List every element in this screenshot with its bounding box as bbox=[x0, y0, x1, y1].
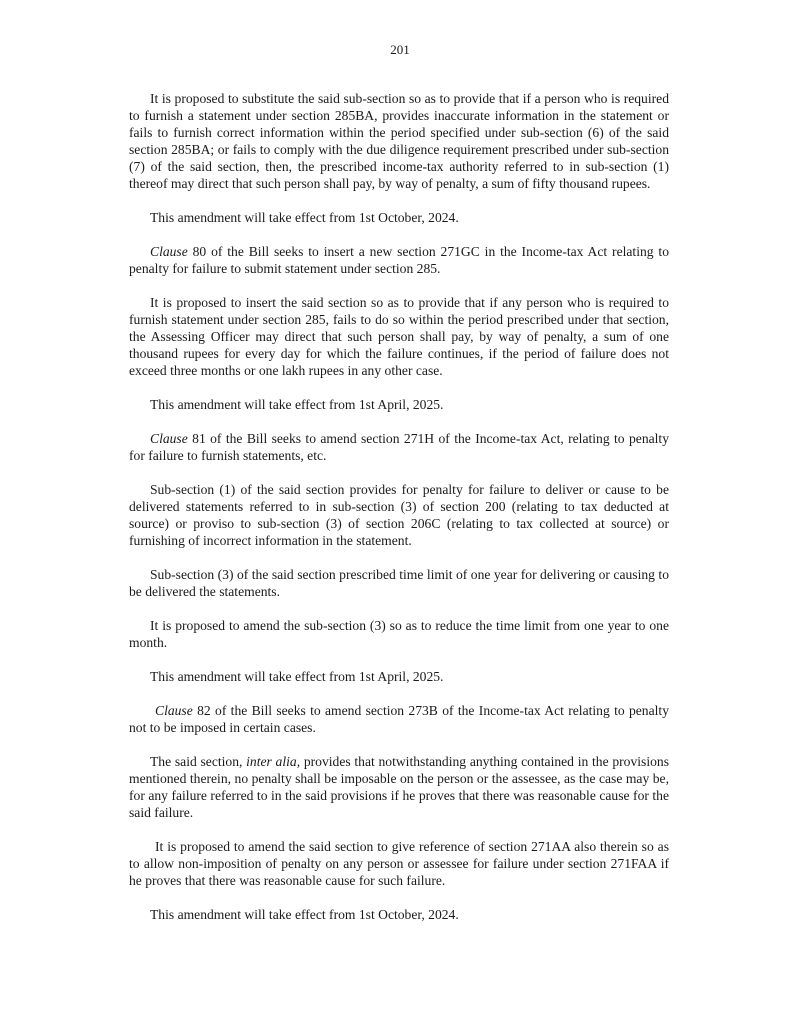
paragraph-p12 bbox=[129, 753, 669, 821]
italic-run: Clause bbox=[150, 431, 188, 446]
text-run: It is proposed to insert the said section so as to provide that if any person who is required to furnish statement under section 285, fails to do so within the period prescribed under that section, the Assessing Officer may direct that such person shall pay, by way of penalty, a sum of one thousand rupees for every day for which the failure continues, if the period of failure does not exceed three months or one lakh rupees in any other case. bbox=[129, 295, 669, 378]
document-body bbox=[129, 90, 669, 940]
paragraph-p2 bbox=[129, 209, 669, 226]
paragraph-p4 bbox=[129, 294, 669, 379]
page-number: 201 bbox=[390, 42, 410, 57]
paragraph-p14 bbox=[129, 906, 669, 923]
text-run: It is proposed to amend the said section to give reference of section 271AA also therein so as to allow non-imposition of penalty on any person or assessee for failure under section 271FAA if he proves that there was reasonable cause for such failure. bbox=[129, 839, 669, 888]
text-run: The said section, bbox=[150, 754, 247, 769]
text-run: 81 of the Bill seeks to amend section 271H of the Income-tax Act, relating to penalty for failure to furnish statements, etc. bbox=[129, 431, 669, 463]
paragraph-p10 bbox=[129, 668, 669, 685]
text-run: 80 of the Bill seeks to insert a new section 271GC in the Income-tax Act relating to penalty for failure to submit statement under section 285. bbox=[129, 244, 669, 276]
text-run: provides that notwithstanding anything contained in the provisions mentioned therein, no penalty shall be imposable on the person or the assessee, as the case may be, for any failure referred to in the said provisions if he proves that there was reasonable cause for the said failure. bbox=[129, 754, 669, 820]
paragraph-p1 bbox=[129, 90, 669, 192]
italic-run: Clause bbox=[155, 703, 193, 718]
text-run: Sub-section (3) of the said section prescribed time limit of one year for delivering or causing to be delivered the statements. bbox=[129, 567, 669, 599]
paragraph-p8 bbox=[129, 566, 669, 600]
paragraph-p9 bbox=[129, 617, 669, 651]
paragraph-p11 bbox=[129, 702, 669, 736]
italic-run: inter alia, bbox=[246, 754, 301, 769]
text-run: Sub-section (1) of the said section provides for penalty for failure to deliver or cause to be delivered statements referred to in sub-section (3) of section 200 (relating to tax deducted at source) or proviso to sub-section (3) of section 206C (relating to tax collected at source) or furnishing of incorrect information in the statement. bbox=[129, 482, 669, 548]
text-run: This amendment will take effect from 1st October, 2024. bbox=[150, 907, 459, 922]
paragraph-p6 bbox=[129, 430, 669, 464]
text-run: This amendment will take effect from 1st April, 2025. bbox=[150, 397, 444, 412]
italic-run: Clause bbox=[150, 244, 188, 259]
text-run: 82 of the Bill seeks to amend section 273B of the Income-tax Act relating to penalty not to be imposed in certain cases. bbox=[129, 703, 669, 735]
text-run: It is proposed to substitute the said sub-section so as to provide that if a person who is required to furnish a statement under section 285BA, provides inaccurate information in the statement or fails to furnish correct information within the period specified under sub-section (6) of the said section 285BA; or fails to comply with the due diligence requirement prescribed under sub-section (7) of the said section, then, the prescribed income-tax authority referred to in sub-section (1) thereof may direct that such person shall pay, by way of penalty, a sum of fifty thousand rupees. bbox=[129, 91, 669, 191]
paragraph-p13 bbox=[129, 838, 669, 889]
paragraph-p7 bbox=[129, 481, 669, 549]
paragraph-p3 bbox=[129, 243, 669, 277]
text-run: It is proposed to amend the sub-section (3) so as to reduce the time limit from one year to one month. bbox=[129, 618, 669, 650]
text-run: This amendment will take effect from 1st April, 2025. bbox=[150, 669, 444, 684]
paragraph-p5 bbox=[129, 396, 669, 413]
text-run: This amendment will take effect from 1st October, 2024. bbox=[150, 210, 459, 225]
